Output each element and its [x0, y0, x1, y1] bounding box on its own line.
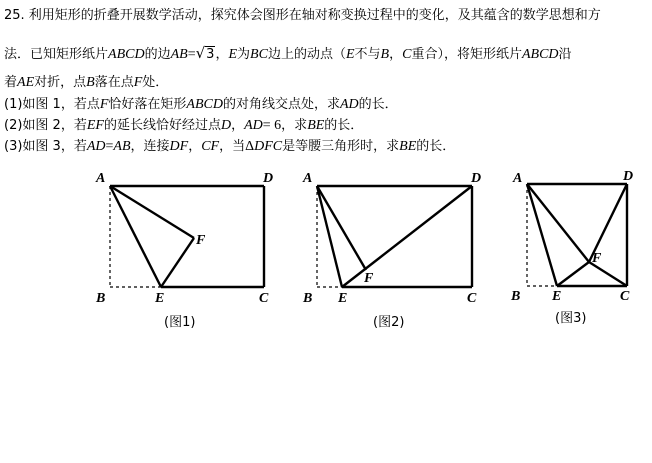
math-ad: AD	[339, 97, 359, 112]
text: 的长．	[324, 118, 364, 133]
math-ae: AE	[17, 75, 35, 90]
text: 不与	[354, 47, 381, 62]
figure-2-labels	[302, 171, 481, 330]
text: ，求	[281, 118, 308, 133]
math-b: B	[86, 75, 95, 90]
fig2-label-c: C	[467, 291, 477, 306]
text: (1)如图 1，若点	[4, 97, 100, 112]
math-ad: AD	[86, 139, 106, 154]
figure-3	[527, 184, 627, 286]
fig3-label-f: F	[592, 251, 602, 266]
fig3-label-a: A	[513, 171, 523, 186]
math-triangle: Δ	[245, 139, 255, 154]
text: 对折，点	[34, 75, 87, 90]
radical-sign: √	[195, 44, 206, 62]
math-ad: AD	[244, 118, 263, 133]
fold-ae	[527, 184, 557, 286]
edge-af	[527, 184, 589, 262]
fig1-caption: (图1)	[164, 315, 196, 330]
math-e: E	[345, 47, 355, 62]
fig1-label-b: B	[96, 291, 106, 306]
figure-1-labels	[95, 171, 273, 330]
text: 边上的动点（	[267, 47, 346, 62]
math-dfc: DFC	[254, 139, 283, 154]
math-cf: CF	[201, 139, 220, 154]
fig1-label-d: D	[263, 171, 274, 186]
edge-af	[317, 186, 366, 270]
math-abcd: ABCD	[186, 97, 223, 112]
text: 沿	[558, 47, 572, 62]
edge-fe	[161, 238, 194, 287]
fig2-label-f: F	[364, 271, 374, 286]
math-be: BE	[399, 139, 417, 154]
text: 重合），将矩形纸片	[411, 47, 522, 62]
math-b: B	[380, 47, 390, 62]
text: 是等腰三角形时，求	[282, 139, 400, 154]
figure-1	[110, 186, 264, 287]
text: 的边	[144, 47, 171, 62]
fig1-label-f: F	[196, 233, 206, 248]
fig2-caption: (图2)	[373, 315, 405, 330]
text: 的对角线交点处，求	[222, 97, 340, 112]
text: ，	[188, 139, 202, 154]
math-bc: BC	[250, 47, 268, 62]
math-e: E	[228, 47, 238, 62]
text: 的长．	[416, 139, 456, 154]
fig3-caption: (图3)	[555, 311, 587, 326]
math-d: D	[220, 118, 232, 133]
math-eq: =	[187, 47, 196, 62]
edge-fe	[557, 262, 589, 286]
figure-2	[317, 186, 472, 287]
text: ，	[215, 47, 229, 62]
text: (3)如图 3，若	[4, 139, 87, 154]
fig2-label-a: A	[303, 171, 313, 186]
fig1-label-a: A	[96, 171, 106, 186]
text: 落在点	[94, 75, 134, 90]
math-f: F	[99, 97, 109, 112]
line-ed-through-f	[342, 186, 472, 287]
fig3-label-d: D	[623, 169, 634, 184]
text: 的延长线恰好经过点	[103, 118, 221, 133]
radicand: 3	[206, 47, 215, 62]
text: (2)如图 2，若	[4, 118, 87, 133]
fig2-label-e: E	[338, 291, 348, 306]
math-ef: EF	[86, 118, 104, 133]
fig3-label-e: E	[552, 289, 562, 304]
text: 着	[4, 75, 18, 90]
text: ，	[231, 118, 245, 133]
math-ab: AB	[170, 47, 188, 62]
text: ，当	[219, 139, 246, 154]
fig2-label-d: D	[471, 171, 482, 186]
text: ，连接	[130, 139, 170, 154]
math-abcd: ABCD	[108, 47, 145, 62]
math-be: BE	[307, 118, 325, 133]
math-df: DF	[169, 139, 189, 154]
fig3-label-c: C	[620, 289, 630, 304]
math-eq: = 6	[262, 118, 282, 133]
text: 为	[237, 47, 251, 62]
text: ，	[389, 47, 403, 62]
math-abcd: ABCD	[521, 47, 559, 62]
fig1-label-e: E	[155, 291, 165, 306]
fig3-label-b: B	[511, 289, 521, 304]
text: 的长．	[358, 97, 398, 112]
math-eq: =	[105, 139, 114, 154]
math-f: F	[133, 75, 143, 90]
text: 法．已知矩形纸片	[4, 47, 109, 62]
problem-intro: 25. 利用矩形的折叠开展数学活动，探究体会图形在轴对称变换过程中的变化，及其蕴含的数学思想和方	[4, 8, 601, 23]
text: 恰好落在矩形	[108, 97, 187, 112]
fig2-label-b: B	[303, 291, 313, 306]
fig1-label-c: C	[259, 291, 269, 306]
fold-ae	[317, 186, 342, 287]
math-ab: AB	[113, 139, 131, 154]
math-c: C	[402, 47, 412, 62]
text: 处．	[142, 75, 169, 90]
